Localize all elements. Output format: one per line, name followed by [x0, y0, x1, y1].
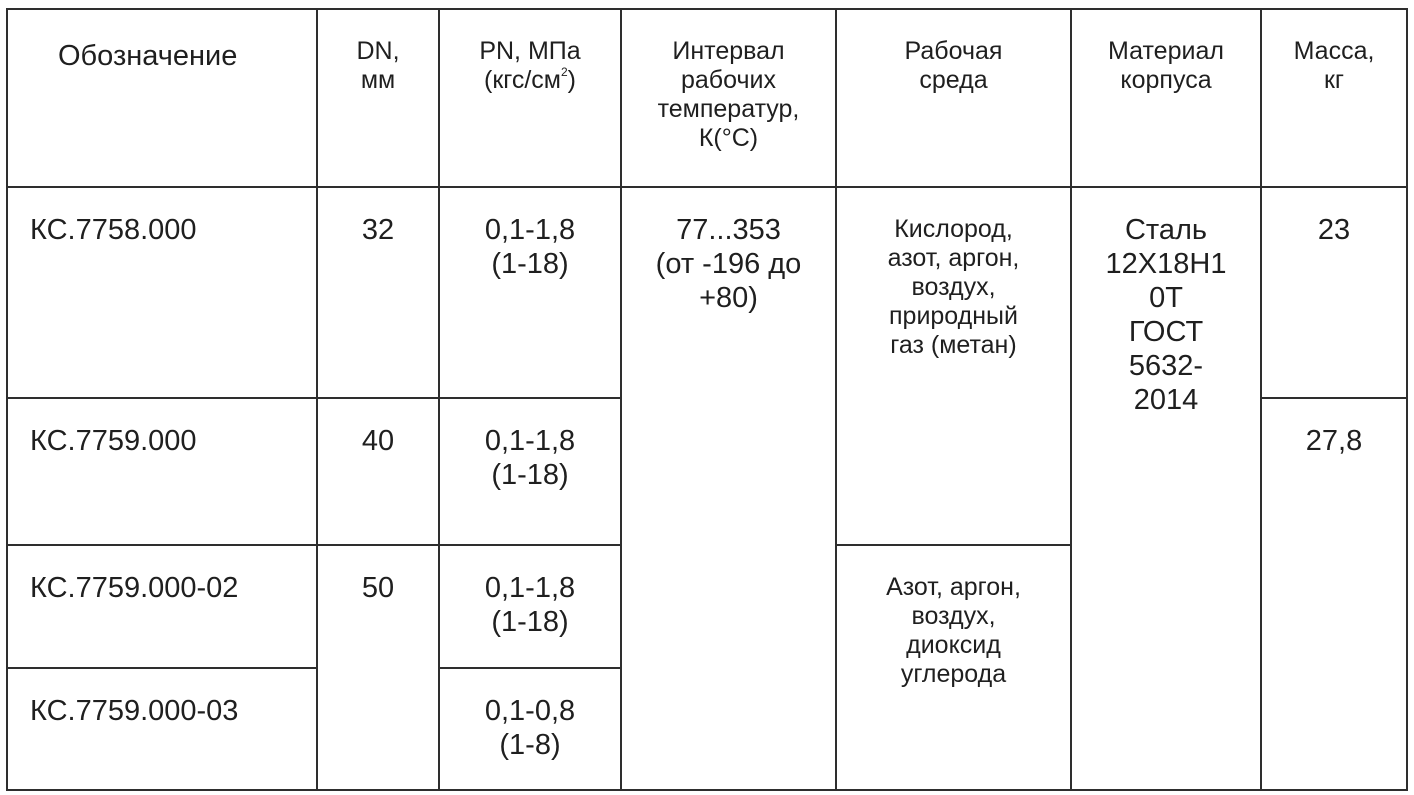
header-medium: Рабочая среда — [836, 9, 1071, 187]
dn-cell: 40 — [317, 398, 439, 545]
header-dn: DN, мм — [317, 9, 439, 187]
mass-cell: 27,8 — [1261, 398, 1407, 790]
header-row — [7, 9, 1407, 187]
designation-cell: КС.7759.000-02 — [7, 545, 317, 668]
designation-cell: КС.7759.000 — [7, 398, 317, 545]
material-cell: Сталь 12Х18Н1 0Т ГОСТ 5632- 2014 — [1071, 187, 1261, 790]
header-pn: PN, МПа $(кгс/см^2)$ — [439, 9, 621, 187]
pn-cell: 0,1-0,8 (1-8) — [439, 668, 621, 790]
pn-cell: 0,1-1,8 (1-18) — [439, 545, 621, 668]
designation-cell: КС.7758.000 — [7, 187, 317, 398]
table-row — [7, 187, 1407, 398]
pn-cell: 0,1-1,8 (1-18) — [439, 187, 621, 398]
temperature-cell: 77...353 (от -196 до +80) — [621, 187, 836, 790]
dn-cell: 32 — [317, 187, 439, 398]
header-temperature: Интервал рабочих температур, К(°С) — [621, 9, 836, 187]
header-designation: Обозначение — [7, 9, 317, 187]
specs-table — [6, 8, 1408, 791]
dn-cell: 50 — [317, 545, 439, 790]
medium-cell-oxygen: Кислород, азот, аргон, воздух, природный газ (метан) — [836, 187, 1071, 545]
mass-cell: 23 — [1261, 187, 1407, 398]
designation-cell: КС.7759.000-03 — [7, 668, 317, 790]
medium-cell-nitrogen: Азот, аргон, воздух, диоксид углерода — [836, 545, 1071, 790]
header-material: Материал корпуса — [1071, 9, 1261, 187]
header-mass: Масса, кг — [1261, 9, 1407, 187]
pn-cell: 0,1-1,8 (1-18) — [439, 398, 621, 545]
